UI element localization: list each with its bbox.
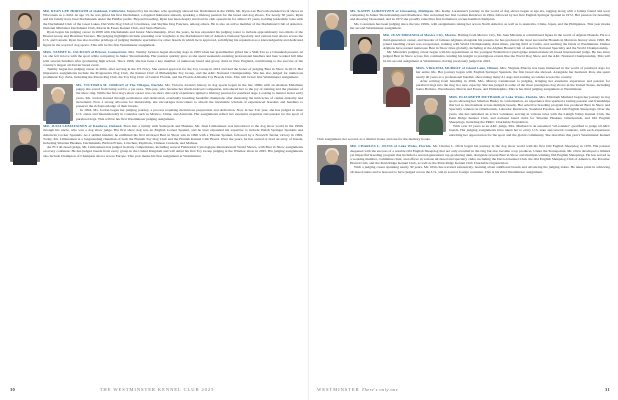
judge-bio bbox=[317, 144, 610, 173]
judge-photo bbox=[416, 95, 446, 132]
bio-first-paragraph bbox=[317, 9, 610, 22]
page-number-left: 30 bbox=[10, 387, 15, 392]
judge-bio bbox=[317, 33, 610, 62]
judge-bio bbox=[10, 50, 303, 79]
bio-paragraph-text: Born into a family with Samoyeds and Huskies, Mr. Jussi Liimatainen was introduced to the dog show world in the 1990s through his uncle, who was a dog show judge. His first show dog was an English Cocker Spaniel, and he later expanded his expertise to include Welsh Springer Spaniels and American Cocker Spaniels. As a skilled handler, he exhibited his first all-breed Best in Show win in 1996 with a Tibetan Spaniel, followed by a Norwich Terrier victory in 1999. Today, Mr. Liimatainen is a longstanding chairman of both the Finnish Toy Dog Club and the Finnish Kennel Club Board. Over the years, he has owned or bred an array of breeds, including Siberian Huskies, Dachshunds, Bichon Frises, Löwchen, Papillons, Chinese Cresteds, and Maltese. bbox=[43, 124, 303, 146]
judge-photo-torso bbox=[46, 104, 70, 124]
bio-paragraph: With over 25 years as an AKC judge, Mrs. Muthard is an esteemed "all-rounder" qualified to judge all AKC breeds. Her judging assignments have taken her to every U.S. state and several countries, with each experience enriching her appreciation for the sport and the global community. She describes this year's Westminster Kennel Club assignment, her second, as a distinct honor and one for the memory books. bbox=[317, 124, 610, 141]
judge-bio bbox=[10, 9, 303, 47]
judge-photo-face bbox=[359, 39, 371, 53]
judge-photo-face bbox=[392, 72, 404, 86]
judge-photo-torso bbox=[13, 145, 37, 165]
judge-photo-face bbox=[425, 100, 437, 114]
judge-name: MR. CHARLES L. OLVIS of Lake Wales, Florida. bbox=[350, 144, 432, 149]
judge-name: MR. JUAN MIRANDA of Mexico City, Mexico. bbox=[383, 33, 458, 38]
bio-paragraph-text: Ms. Victoria Jordan's history in dog sports began in the late 1960s with an Alaskan Malamute puppy she saved from being sold to a pet store. This pup, who became her much-beloved companion, introduced her to the joy of training and the pleasure of the show ring. While her first dog's show career was cut short, this early experience ignited a lifelong passion for purebred dogs. Looking to mentor in her early years, Ms. Jordan learned through persistence and dedication, eventually breeding beautiful champions after mastering the intricacies of canine anatomy and movement. Now a strong advocate for mentorship, she encourages newcomers to absorb the invaluable wisdom of experienced breeders and handlers to preserve the rich knowledge of their breeds. bbox=[76, 83, 304, 109]
judge-bio bbox=[10, 83, 303, 121]
judge-photo-face bbox=[326, 150, 338, 164]
judge-bio bbox=[317, 95, 610, 141]
tagline: There's only one bbox=[361, 387, 399, 392]
judge-photo-face bbox=[326, 15, 338, 29]
bio-first-paragraph bbox=[10, 50, 303, 67]
judge-name: MR. JUSSI LIIMATAINEN of Kauhava, Finland. bbox=[43, 124, 123, 129]
bio-paragraph-text: Mrs. Virginia Murray has been immersed in the world of purebred dogs for her entire life. Her journey began with English Springer Spaniels, the first breed she showed. Alongside her husband, Ron, she spent nearly 40 years as a professional handler, showcasing many #1 dogs and earning accolades across the country. bbox=[416, 66, 610, 79]
page-number-right: 31 bbox=[605, 387, 610, 392]
judge-name: MRS. ELIZABETH MUTHARD of Lake Wales, Florida. bbox=[449, 94, 539, 99]
judge-bio bbox=[317, 9, 610, 30]
bio-paragraph-text: Ms. Kathy Lorentzen's journey in the world of dog shows began at age six, tagging along with a family friend and soon competing in Junior Showmanship and Obedience. She welcomed her first Golden Retriever in 1964, followed by her first English Springer Spaniel in 1972. Her passion for breeding and showing blossomed, and in 1972 she proudly raised her first homebred, owner-handled champion. bbox=[350, 9, 610, 22]
publication-title-left: THE WESTMINSTER KENNEL CLUB 2025 bbox=[99, 387, 215, 392]
publication-title-right: WESTMINSTER bbox=[317, 387, 360, 392]
judge-photo-face bbox=[52, 89, 64, 103]
judge-name: MRS. VIRGINIA MURRAY of Island Lake, Illinois. bbox=[416, 66, 499, 71]
bio-paragraph: Ms. Lorentzen has been judging since the late 1990s, with assignments taking her across North America as well as to Australia, China, Japan, and the Philippines. This year marks her second Westminster assignment. bbox=[350, 21, 610, 30]
judge-photo-torso bbox=[13, 30, 37, 50]
right-page bbox=[309, 0, 618, 400]
judge-photo-torso bbox=[419, 115, 443, 135]
bio-paragraph: Tammy began her judging career in 2002, after serving in the US Navy. She earned approval for the Toy Group in 2012 and had the honor of judging Best in Show in 2013. Her impressive assignments include the Progressive Dog Club, the Kennel Club of Philadelphia Toy Group, and the AKC National Championship. She has also judged for numerous prominent Toy clubs, including the Parent Pug Club, the Toy Dog Club of Central Florida, and the Florida Alabama Toy Breeds Club. This will be her first Westminster assignment. bbox=[43, 67, 303, 80]
bio-first-paragraph bbox=[10, 124, 303, 145]
bio-paragraph: Ryan began his judging career in 2008 with Dachshunds and Junior Showmanship. Over the years, he has expanded his judging roster to include approximately two-thirds of the Hound Group and Brazilian Terriers. His judging highlights include presiding over longhairs at the Dachshund Club of America National Specialty and various best shows across the U.S. and Canada. Ryan has also had the privilege of judging multiple specialties for other breeds in which he is approved, solidifying his reputation as a knowledgeable and dedicated figure in the world of dog sports. This will be his first Westminster assignment. bbox=[43, 30, 303, 47]
bio-first-paragraph bbox=[317, 66, 610, 79]
right-page-footer bbox=[317, 387, 610, 392]
bio-paragraph: With a judging career spanning nearly 30 years, Mr. Olvis has traveled extensively, learning about additional breeds and advancing his judging status. He takes pride in achieving all-breed status and is honored to have judged across the U.S. and in several foreign countries. This is his third Westminster assignment. bbox=[350, 165, 610, 174]
bio-first-paragraph bbox=[317, 144, 610, 165]
left-page-footer bbox=[10, 387, 299, 392]
bio-paragraph: Mr. Miranda's judging career began with his appointment as the youngest Fédération Cynologique Internationale all-breed international judge. He has since judged Best in Show across five continents, lending his insight to prestigious events like the World Dog Show and the AKC National Championship. This will be his second assignment at Westminster, having previously judged in 2022. bbox=[383, 50, 610, 63]
judge-photo bbox=[10, 125, 40, 162]
bio-first-paragraph bbox=[10, 9, 303, 30]
bio-paragraph-text: Mrs. Elizabeth Muthard began her journey in dog sports showing her Siberian Husky in conformation, an experience that sparked a lasting passion and friendships that led to involvement across multiple breeds. Her selective breeding program has produced Best in Show and Specialty winners in Otterhounds, Labrador Retrievers, Standard Poodles, and Old English Sheepdogs. Over the years, she has remained an active volunteer, serving in various roles with the Lehigh Valley Kennel Club, the Penn Ridge Kennel Club, and national breed clubs for Siberian Huskies, Otterhounds, and Old English Sheepdogs, including the PRKC Charitable Foundation. bbox=[449, 94, 610, 125]
judge-bio bbox=[10, 124, 303, 158]
bio-paragraph: An FCI all-breed judge, Mr. Liimatainen has judged in many competitions, including several Fédération Cynologique Internationale World Shows, with Best in Show assignments on every continent. He has judged breeds from every group in the United Kingdom and will debut his first Toy Group judging at the Windsor show in 2025. His judging assignments also include Champion of Champion shows across Europe. This year marks his first assignment at Westminster. bbox=[43, 145, 303, 158]
judge-name: MR. RYAN LEE HORVATH of Oakland, California. bbox=[43, 9, 126, 13]
judge-photo bbox=[317, 145, 347, 182]
judge-photo bbox=[43, 84, 73, 121]
judge-name: MS. KATHY LORENTZEN of Chesaning, Michigan. bbox=[350, 9, 435, 13]
judge-photo-face bbox=[19, 15, 31, 29]
judge-photo bbox=[10, 10, 40, 47]
judge-name: MRS. TAMMY K. JACKSON of Bristol, Connecticut. bbox=[43, 50, 128, 55]
bio-paragraph-text: Mrs. Tammy Jackson began showing dogs in 1983 when her grandmother gifted her a Shih Tzu as a Chanukah present. At 14, she fell in love with the sport while competing in Junior Showmanship. Her passion quickly grew as she spent weekends assisting professional handlers and later worked full time with several handlers after graduating high school. Since 1996, she has been a key member of numerous breed and group clubs in New England, contributing to the success of the country's largest all-Terrier breed event. bbox=[43, 50, 303, 67]
bio-paragraph-text: Mr. Charles L. Olvis began his journey in the dog show world with his first Old English Sheepdog in 1970. His passion deepened with the success of a notable Old English Sheepdog that not only excelled in the ring but also became a top producer. Under the Stonepointe, Mr. Olvis developed a limited yet impactful breeding program that included a second-generation top-producing dam, alongside several Best in Show and multiple-winning Old English Sheepdogs. He has served as a working member, committee chair, and officer in various all-breed and specialty clubs, including the Davton Kennel Club, the Old English Sheepdog Club of America, the Potomac Hound Club, and the Penn Ridge Kennel Club, as well as the Penn Ridge Kennel Club Charitable Organization. bbox=[350, 144, 611, 166]
judge-name: MS. VICTORIA M. JORDAN of The Villages, Florida. bbox=[76, 83, 164, 88]
judge-photo-face bbox=[19, 56, 31, 70]
bio-paragraph-text: Hailing from Mexico City, Mr. Juan Miranda is a multibreed figure in the world of Afghan Hounds. He is a third-generation owner, and breeder of famous Afghans alongside his parents, he has produced the most successful Hounds in Mexican history since 1990. He joined handling career was exceptional, training with World Championship dress times, placing third at Crufts, and reaching the finals at Westminster. Dames Afghans have earned numerous Best in Show titles globally, including at the Afghan Hound Club of America National Specialty and the World Championship. bbox=[383, 33, 610, 51]
judge-photo-torso bbox=[320, 165, 344, 185]
bio-paragraph-text: Inspired by his mother, who sparingly showed her Dachshund in the 1960s, Mr. Ryan Lee Horvath attended local shows in Wisconsin as a child. At age 13, he was gifted his first Dachshund, a dappled miniature smooth, sparking a lifelong passion for the breed and dog shows. For nearly 30 years, Ryan and his family have bred Dachshunds under the HeMar prefix. Beyond breeding, Ryan has been deeply involved in club operations for almost 25 years, holding leadership roles with the Dachshund Club of the Great Lakes, Del Valle Dog Club of Livermore, and Skyline Dog Fanciers, among others. He is also an active member of the Dachshund Club of America, National Miniature Dachshund Club, Morris & Essex Kennel Club, and Santa Barbara bbox=[43, 9, 304, 30]
bio-first-paragraph bbox=[317, 95, 610, 124]
judge-photo-face bbox=[19, 130, 31, 144]
judge-bio bbox=[317, 66, 610, 91]
bio-paragraph: In 1994, Ms. Jordan began her judging journey, a process requiring meticulous preparation and dedication. Now in her 31st year, she has judged in most U.S. states and internationally in countries such as Mexico, China, and Australia. Her assignments reflect her extensive expertise and passion for the sport of purebred dogs. This will be her first Westminster judging assignment. bbox=[76, 108, 303, 121]
bio-paragraph: After retiring from handling in 2004, Mrs. Murray transitioned to judging, bringing her extensive experience and passion for purebred dogs into the ring in a new capacity. She has judged at some of the most prestigious dog shows in the United States, including Santa Barbara, Westchester, Morris and Essex, and Philadelphia. This is her third judging assignment at Westminster. bbox=[416, 78, 610, 92]
